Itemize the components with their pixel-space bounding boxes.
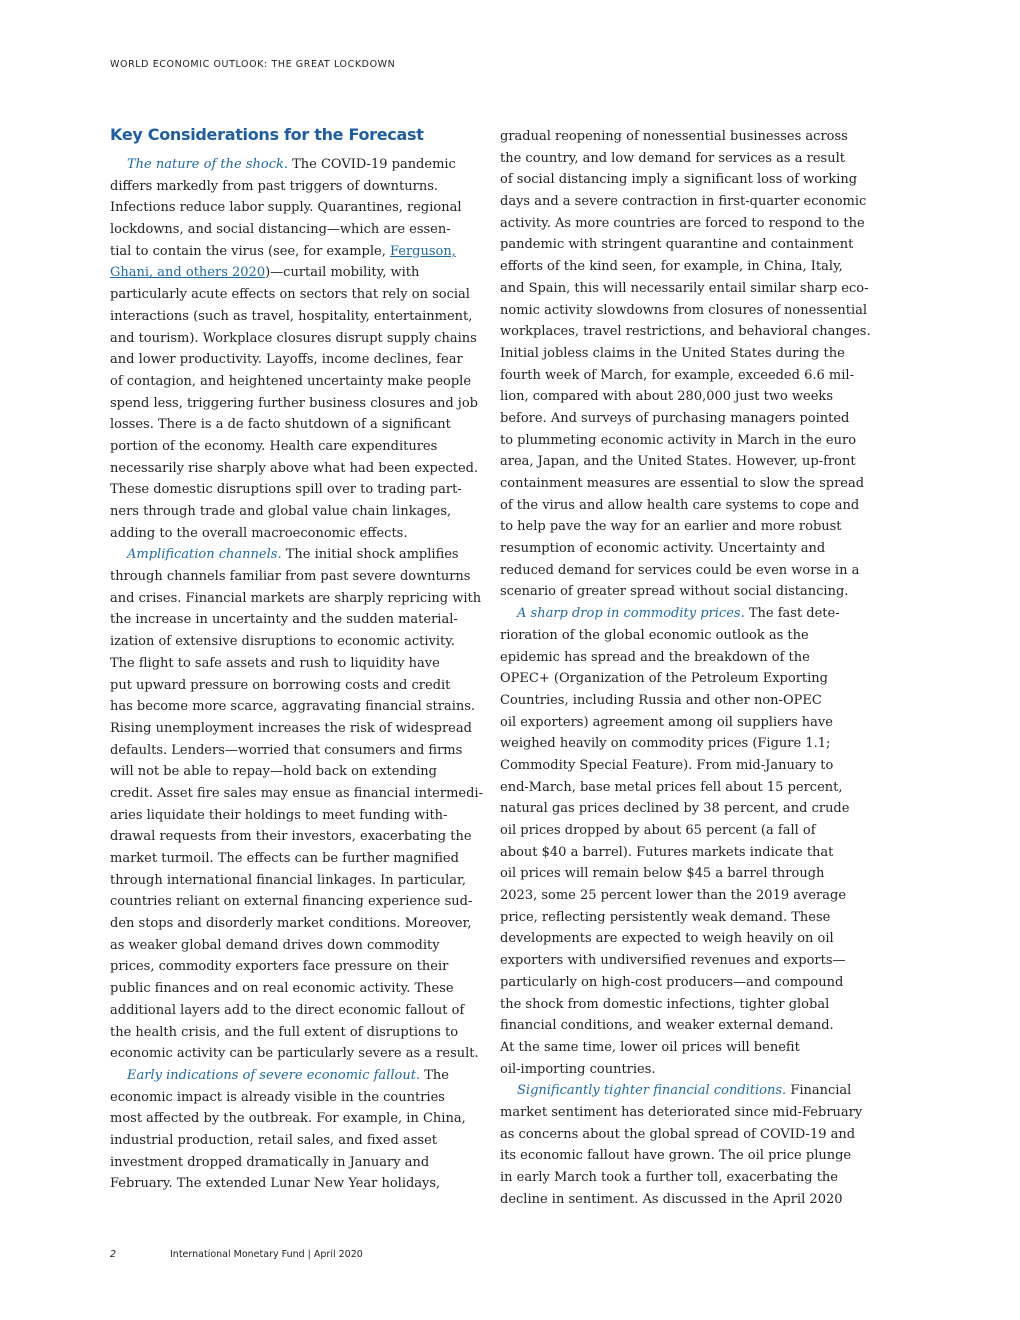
- right-column: [500, 126, 871, 1210]
- footer-separator: |: [304, 1249, 314, 1260]
- lead-in-early-indications: Early indications of severe economic fallout.: [127, 1067, 421, 1083]
- citation-link-ferguson[interactable]: Ferguson,: [389, 243, 456, 259]
- lead-in-amplification: Amplification channels.: [127, 547, 282, 563]
- citation-link-ghani[interactable]: Ghani, and others 2020: [110, 265, 266, 281]
- paragraph-early-indications: Early indications of severe economic fallout. The economic impact is already visible in the countries most affected by the outbreak. For example, in China, industrial production, retail sales, and fixed asset investment dropped dramatically in January and February. The extended Lunar New Year holidays,: [110, 1067, 466, 1192]
- publication-date: April 2020: [313, 1249, 363, 1260]
- publisher-name: International Monetary Fund: [170, 1249, 305, 1260]
- left-column: [110, 125, 483, 1195]
- paragraph-amplification-channels: Amplification channels. The initial shock amplifies through channels familiar from past severe downturns and crises. Financial markets are sharply repricing with the increase in uncertainty and the sudden material- ization of extensive disruptions to economic activity. The flight to safe assets and rush to liquidity have put upward pressure on borrowing costs and credit has become more scarce, aggravating financial strains. Rising unemployment increases the risk of widespread defaults. Lenders—worried that consumers and firms will not be able to repay—hold back on extending credit. Asset fire sales may ensue as financial intermedi- aries liquidate their holdings to meet funding with- drawal requests from their investors, exacerbating the market turmoil. The effects can be further magnified through international financial linkages. In particular, countries reliant on external financing experience sud- den stops and disorderly market conditions. Moreover, as weaker global demand drives down commodity prices, commodity exporters face pressure on their public finances and on real economic activity. These additional layers add to the direct economic fallout of the health crisis, and the full extent of disruptions to economic activity can be particularly severe as a result.: [110, 547, 483, 1062]
- paragraph-commodity-prices: A sharp drop in commodity prices. The fast dete- rioration of the global economic outlook as the epidemic has spread and the breakdown of the OPEC+ (Organization of the Petroleum Exporting Countries, including Russia and other non-OPEC oil exporters) agreement among oil suppliers have weighed heavily on commodity prices (Figure 1.1; Commodity Special Feature). From mid-January to end-March, base metal prices fell about 15 percent, natural gas prices declined by 38 percent, and crude oil prices dropped by about 65 percent (a fall of about $40 a barrel). Futures markets indicate that oil prices will remain below $45 a barrel through 2023, some 25 percent lower than the 2019 average price, reflecting persistently weak demand. These developments are expected to weigh heavily on oil exporters with undiversified revenues and exports— particularly on high-cost producers—and compound the shock from domestic infections, tighter global financial conditions, and weaker external demand. At the same time, lower oil prices will benefit oil-importing countries.: [500, 606, 850, 1077]
- page-footer: [110, 1249, 363, 1260]
- section-heading: Key Considerations for the Forecast: [110, 125, 424, 144]
- paragraph-continued: gradual reopening of nonessential businesses across the country, and low demand for services as a result of social distancing imply a significant loss of working days and a severe contraction in first-quarter economic activity. As more countries are forced to respond to the pandemic with stringent quarantine and containment efforts of the kind seen, for example, in China, Italy, and Spain, this will necessarily entail similar sharp eco- nomic activity slowdowns from closures of nonessential workplaces, travel restrictions, and behavioral changes. Initial jobless claims in the United States during the fourth week of March, for example, exceeded 6.6 mil- lion, compared with about 280,000 just two weeks before. And surveys of purchasing managers pointed to plummeting economic activity in March in the euro area, Japan, and the United States. However, up-front containment measures are essential to slow the spread of the virus and allow health care systems to cope and to help pave the way for an earlier and more robust resumption of economic activity. Uncertainty and reduced demand for services could be even worse in a scenario of greater spread without social distancing.: [500, 129, 871, 600]
- lead-in-nature-of-shock: The nature of the shock.: [127, 157, 288, 172]
- running-head: WORLD ECONOMIC OUTLOOK: THE GREAT LOCKDOWN: [110, 59, 396, 70]
- page-number: 2: [110, 1249, 117, 1260]
- lead-in-financial-conditions: Significantly tighter financial conditions.: [517, 1083, 787, 1099]
- paragraph-nature-of-shock: The nature of the shock. The COVID-19 pandemic differs markedly from past triggers of downturns. Infections reduce labor supply. Quarantines, regional lockdowns, and social distancing—which are essen- tial to contain the virus (see, for example, Ferguson, Ghani, and others 2020)—curtail mobility, with particularly acute effects on sectors that rely on social interactions (such as travel, hospitality, entertainment, and tourism). Workplace closures disrupt supply chains and lower productivity. Layoffs, income declines, fear of contagion, and heightened uncertainty make people spend less, triggering further business closures and job losses. There is a de facto shutdown of a significant portion of the economy. Health care expenditures necessarily rise sharply above what had been expected. These domestic disruptions spill over to trading part- ners through trade and global value chain linkages, adding to the overall macroeconomic effects.: [110, 157, 479, 541]
- lead-in-commodity-prices: A sharp drop in commodity prices.: [517, 606, 745, 622]
- paragraph-financial-conditions: Significantly tighter financial conditions. Financial market sentiment has deteriorated since mid-February as concerns about the global spread of COVID-19 and its economic fallout have grown. The oil price plunge in early March took a further toll, exacerbating the decline in sentiment. As discussed in the April 2020: [500, 1083, 863, 1207]
